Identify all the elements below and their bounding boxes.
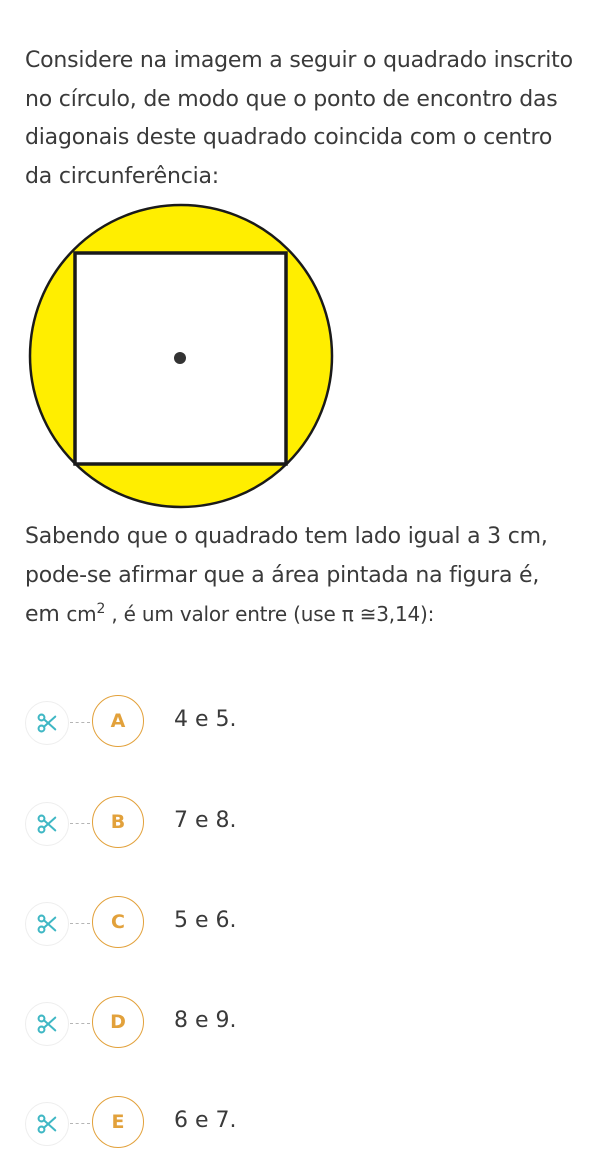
answer-option-c[interactable] <box>25 896 585 952</box>
unit-base: cm <box>66 602 97 626</box>
formula-middle: , é um valor entre (use <box>105 602 342 626</box>
answer-option-b[interactable] <box>25 796 585 852</box>
connector-line <box>70 1023 90 1024</box>
option-text[interactable]: 8 e 9. <box>174 1008 237 1033</box>
formula-prefix: em <box>25 602 67 627</box>
option-text[interactable]: 6 e 7. <box>174 1108 237 1133</box>
scissors-icon <box>36 1013 58 1035</box>
scissors-icon <box>36 913 58 935</box>
option-letter[interactable]: B <box>92 796 144 848</box>
question-line: Considere na imagem a seguir o quadrado inscrito <box>25 48 573 73</box>
pi-symbol: π <box>341 602 354 626</box>
connector-line <box>70 1123 90 1124</box>
answer-option-e[interactable] <box>25 1096 585 1152</box>
answer-option-d[interactable] <box>25 996 585 1052</box>
option-letter[interactable]: D <box>92 996 144 1048</box>
unit-exponent: 2 <box>96 601 106 617</box>
question-line: Sabendo que o quadrado tem lado igual a 3 cm, <box>25 524 548 549</box>
question-text-statement <box>25 518 605 635</box>
answer-option-a[interactable] <box>25 695 585 751</box>
question-line: no círculo, de modo que o ponto de encontro das <box>25 86 558 112</box>
figure-svg <box>28 203 338 515</box>
pi-approx-value: ≅3,14): <box>353 602 435 626</box>
scissors-icon <box>36 712 58 734</box>
option-letter[interactable]: E <box>92 1096 144 1148</box>
question-line: diagonais deste quadrado coincida com o centro <box>25 125 553 150</box>
connector-line <box>70 722 90 723</box>
connector-line <box>70 923 90 924</box>
question-line-formula <box>25 595 605 635</box>
eliminate-option-button[interactable] <box>25 802 69 846</box>
inscribed-square-figure <box>28 203 338 515</box>
question-text-intro <box>25 42 605 196</box>
eliminate-option-button[interactable] <box>25 701 69 745</box>
option-text[interactable]: 4 e 5. <box>174 707 237 732</box>
scissors-icon <box>36 1113 58 1135</box>
unit-cm2 <box>66 602 105 626</box>
connector-line <box>70 823 90 824</box>
eliminate-option-button[interactable] <box>25 902 69 946</box>
question-line: da circunferência: <box>25 163 220 189</box>
eliminate-option-button[interactable] <box>25 1102 69 1146</box>
option-letter[interactable]: C <box>92 896 144 948</box>
eliminate-option-button[interactable] <box>25 1002 69 1046</box>
option-text[interactable]: 5 e 6. <box>174 908 237 933</box>
option-letter[interactable]: A <box>92 695 144 747</box>
option-text[interactable]: 7 e 8. <box>174 808 237 833</box>
question-line: pode-se afirmar que a área pintada na figura é, <box>25 562 540 588</box>
scissors-icon <box>36 813 58 835</box>
center-point <box>174 352 186 364</box>
